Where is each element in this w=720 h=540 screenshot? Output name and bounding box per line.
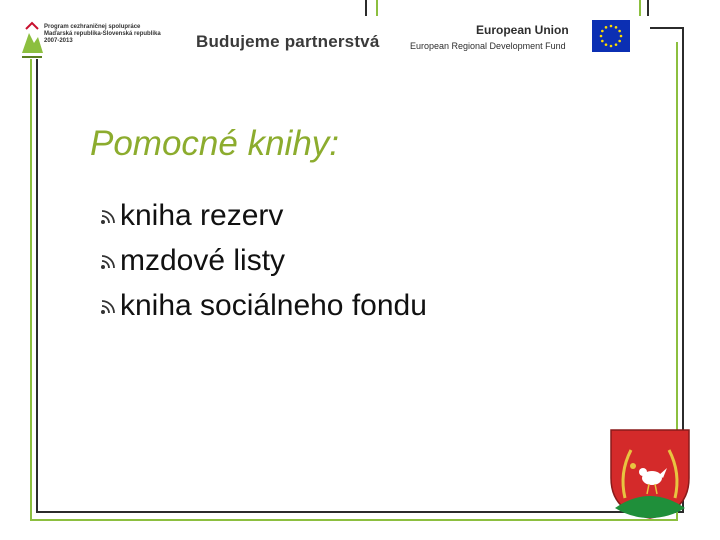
slide-title: Pomocné knihy:	[90, 124, 340, 163]
list-item	[100, 193, 427, 238]
eu-star	[618, 40, 621, 43]
list-item-text: kniha rezerv	[120, 198, 284, 232]
eu-star	[618, 30, 621, 33]
wifi-signal-icon	[100, 207, 118, 225]
eu-star	[615, 43, 618, 46]
program-logo-line: Maďarská republika-Slovenská republika	[44, 31, 161, 37]
list-item-text: mzdové listy	[120, 243, 286, 277]
partnership-slogan: Budujeme partnerstvá	[196, 32, 380, 51]
eu-star	[615, 26, 618, 29]
program-logo-text	[44, 24, 161, 45]
bullet-list	[100, 193, 427, 328]
eu-star	[601, 30, 604, 33]
eu-star	[610, 45, 613, 48]
frame-accent-bottom	[30, 519, 678, 521]
wifi-signal-icon	[100, 252, 118, 270]
eu-star	[600, 35, 603, 38]
eu-star	[620, 35, 623, 38]
coat-of-arms-icon	[609, 428, 691, 520]
list-item	[100, 238, 427, 283]
mountain-logo-icon	[20, 19, 44, 59]
wifi-signal-icon	[100, 297, 118, 315]
frame-accent-left	[30, 42, 32, 520]
program-logo-line: Program cezhraničnej spolupráce	[44, 24, 141, 30]
eu-title: European Union	[476, 23, 569, 37]
list-item-text: kniha sociálneho fondu	[120, 288, 427, 322]
eu-star	[605, 43, 608, 46]
eu-logo	[410, 19, 640, 53]
program-logo-line: 2007-2013	[44, 38, 73, 44]
eu-flag-icon	[592, 20, 630, 52]
list-item	[100, 283, 427, 328]
eu-star	[601, 40, 604, 43]
eu-subtitle: European Regional Development Fund	[410, 41, 566, 51]
eu-star	[605, 26, 608, 29]
eu-star	[610, 25, 613, 28]
